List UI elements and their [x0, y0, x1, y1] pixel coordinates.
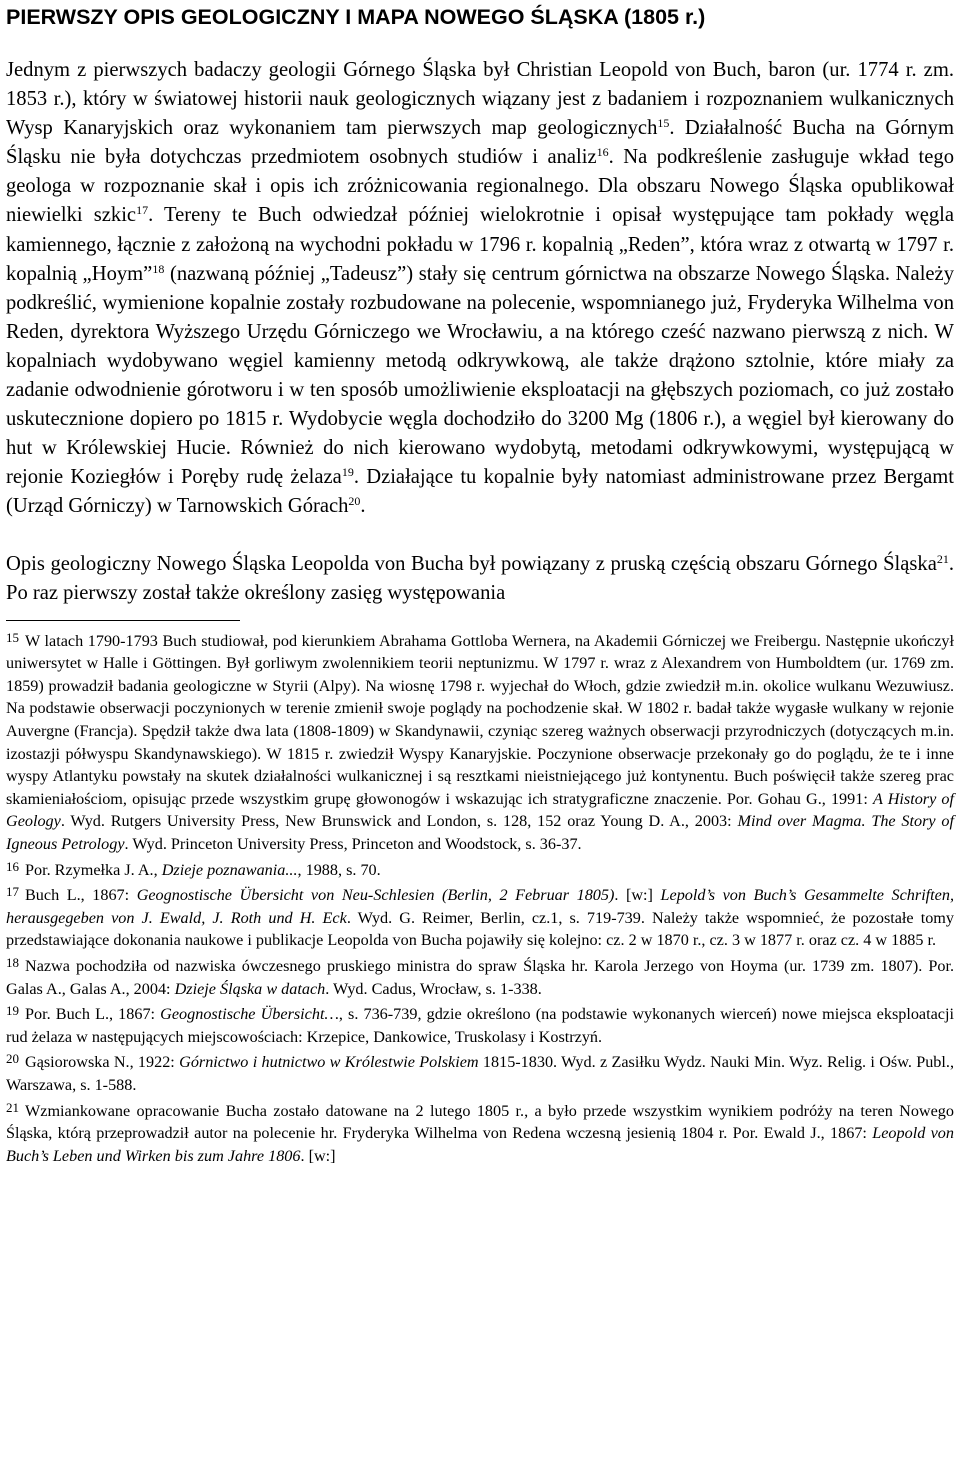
footnote-ref-15[interactable]: 15 — [657, 116, 670, 131]
footnote-number: 18 — [6, 955, 19, 970]
footnote-16 — [6, 856, 954, 882]
page-title: PIERWSZY OPIS GEOLOGICZNY I MAPA NOWEGO ŚLĄSKA (1805 r.) — [6, 5, 706, 29]
footnote-text: . [w:] — [614, 886, 661, 905]
footnote-text: Wzmiankowane opracowanie Bucha zostało datowane na 2 lutego 1805 r., a było przede wszystkim wynikiem podróży na teren Nowego Śląska, którą przeprowadził autor na polecenie hr. Fryderyka Wilhelma von Redena wczesną jesienią 1804 r. Por. Ewald J., 1867: — [6, 1101, 954, 1143]
body-text: . Działające tu kopalnie były natomiast administrowane przez Bergamt (Urząd Górniczy) w Tarnowskich Górach — [6, 466, 955, 518]
footnote-title: Dzieje poznawania... — [161, 860, 298, 879]
footnote-title: Lepold’s von Buch’s Gesammelte Schriften, herausgegeben von J. Ewald, J. Roth und H. Eck — [6, 886, 955, 927]
footnote-ref-17[interactable]: 17 — [136, 203, 149, 218]
footnote-text: W latach 1790-1793 Buch studiował, pod kierunkiem Abrahama Gottloba Wernera, na Akademii Górniczej we Freibergu. Następnie ukończył uniwersytet w Halle i Göttingen. Był gorliwym zwolennikiem teorii neptunizmu. W 1797 r. wraz z Alexandrem von Humboldtem (ur. 1769 zm. 1859) prowadził badania geologiczne w Styrii (Alpy). Na wiosnę 1798 r. wyjechał do Włoch, gdzie zwiedził m.in. okolice wulkanu Wezuwiusz. Na podstawie obserwacji poczynionych w terenie zmienił swoje poglądy na pochodzenie skał. W 1802 r. badał także wygasłe wulkany w rejonie Auvergne (Francja). Spędził także dwa lata (1808-1809) w Skandynawii, czyniąc szereg ważnych obserwacji przyrodniczych (dotyczących m.in. izostazji półwyspu Skandynawskiego). W 1815 r. zwiedził Wyspy Kanaryjskie. Poczynione obserwacje przekonały go do poglądu, że te i inne wyspy Atlantyku powstały na skutek działalności wulkanicznej i są resztkami nieistniejącego już kontynentu. Buch poświęcił także szereg prac skamieniałościom, opisując przede wszystkim grupę głowonogów i wskazując ich stratygraficzne znaczenie. Por. Gohau G., 1991: — [6, 631, 954, 808]
footnote-title: Geognostische Übersicht von Neu-Schlesien (Berlin, 2 Februar 1805) — [136, 886, 615, 905]
body-text: . Działalność Bucha na Górnym Śląsku nie była dotychczas przedmiotem osobnych studiów i analiz — [6, 117, 954, 169]
footnote-text: Por. Rzymełka J. A., — [25, 860, 162, 879]
footnote-text: , s. 736-739, gdzie określono (na podstawie wykonanych wierceń) nowe miejsca eksploatacji rud żelaza w następujących miejscowościach: Krzepice, Dankowice, Truskolasy i Kostrzyń. — [6, 1005, 954, 1046]
footnotes — [6, 627, 954, 1168]
footnote-18 — [6, 952, 954, 1000]
footnote-ref-18[interactable]: 18 — [152, 261, 165, 276]
body-text: Jednym z pierwszych badaczy geologii Górnego Śląska był Christian Leopold von Buch, baron (ur. 1774 r. zm. 1853 r.), który w światowej historii nauk geologicznych wiązany jest z badaniem i rozpoznaniem wulkanicznych Wysp Kanaryjskich oraz wykonaniem tam pierwszych map geologicznych — [6, 59, 954, 140]
footnote-19 — [6, 1000, 954, 1048]
footnote-text: . [w:] — [300, 1146, 336, 1165]
body-paragraph-1 — [6, 56, 954, 522]
footnote-text: 1815-1830. Wyd. z Zasiłku Wydz. Nauki Min. Wyz. Relig. i Ośw. Publ., Warszawa, s. 1-588. — [6, 1053, 954, 1094]
footnote-number: 17 — [6, 884, 19, 900]
footnote-number: 15 — [6, 629, 19, 645]
footnote-title: Geognostische Übersicht… — [160, 1005, 339, 1024]
footnote-17 — [6, 881, 954, 952]
body-text: Opis geologiczny Nowego Śląska Leopolda von Bucha był powiązany z pruską częścią obszaru Górnego Śląska — [6, 552, 937, 575]
footnote-15 — [6, 627, 954, 856]
footnote-text: . Wyd. Rutgers University Press, New Brunswick and London, s. 128, 152 oraz Young D. A., 2003: — [60, 812, 738, 831]
footnote-ref-19[interactable]: 19 — [341, 465, 354, 480]
footnote-21 — [6, 1097, 954, 1168]
body-text: . — [360, 495, 366, 518]
footnote-text: . Wyd. Princeton University Press, Princeton and Woodstock, s. 36-37. — [124, 835, 582, 854]
footnote-separator — [6, 620, 240, 621]
footnote-title: Leopold von Buch’s Leben und Wirken bis zum Jahre 1806 — [6, 1124, 954, 1165]
footnote-title: Mind over Magma. The Story of Igneous Petrology — [6, 812, 954, 854]
footnote-text: Gąsiorowska N., 1922: — [25, 1053, 180, 1072]
footnote-ref-21[interactable]: 21 — [936, 551, 949, 566]
body-text: . Tereny te Buch odwiedzał później wielokrotnie i opisał występujące tam pokłady węgla kamiennego, łącznie z założoną na wychodni pokładu w 1796 r. kopalnią „Reden”, która wraz z otwartą w 1797 r. kopalnią „Hoym” — [6, 204, 954, 285]
footnote-text: Buch L., 1867: — [25, 886, 137, 905]
footnote-number: 21 — [6, 1099, 19, 1115]
footnote-title: Dzieje Śląska w datach — [174, 979, 326, 998]
footnote-title: Górnictwo i hutnictwo w Królestwie Polskiem — [179, 1053, 479, 1072]
footnote-title: A History of Geology — [6, 789, 955, 831]
body-text: . Na podkreślenie zasługuje wkład tego geologa w rozpoznanie skał i opis ich zróżnicowania regionalnego. Dla obszaru Nowego Śląska opublikował niewielki szkic — [6, 146, 954, 227]
body-text: . Po raz pierwszy został także określony zasięg występowania — [6, 552, 954, 604]
footnote-text: Por. Buch L., 1867: — [25, 1005, 161, 1024]
footnote-text: . Wyd. G. Reimer, Berlin, cz.1, s. 719-739. Należy także wspomnieć, że pozostałe tomy przedstawiające dokonania naukowe i publikacje Leopolda von Bucha pojawiły się kolejno: cz. 2 w 1870 r., cz. 3 w 1877 r. oraz cz. 4 w 1885 r. — [6, 908, 954, 950]
footnote-text: , 1988, s. 70. — [297, 860, 381, 879]
footnote-text: . Wyd. Cadus, Wrocław, s. 1-338. — [325, 979, 542, 998]
footnote-ref-16[interactable]: 16 — [596, 145, 609, 160]
body-text: (nazwaną później „Tadeusz”) stały się centrum górnictwa na obszarze Nowego Śląska. Należy podkreślić, wymienione kopalnie zostały rozbudowane na polecenie, wspomnianego już, Fryderyka Wilhelma von Reden, dyrektora Wyższego Urzędu Górniczego we Wrocławiu, a na którego cześć nazwano pierwszą z nich. W kopalniach wydobywano węgiel kamienny metodą odkrywkową, ale także drążono sztolnie, które miały za zadanie odwodnienie górotworu i w ten sposób umożliwienie eksploatacji na głębszych poziomach, co już zostało uskutecznione dopiero po 1815 r. Wydobycie węgla dochodziło do 3200 Mg (1806 r.), a węgiel był kierowany do hut w Królewskiej Hucie. Również do nich kierowano wydobytą, metodami odkrywkowymi, występującą w rejonie Koziegłów i Poręby rudę żelaza — [6, 262, 954, 489]
footnote-number: 19 — [6, 1003, 19, 1019]
footnote-ref-20[interactable]: 20 — [348, 494, 361, 509]
body-paragraph-2 — [6, 550, 954, 608]
footnote-number: 16 — [6, 858, 19, 874]
footnote-number: 20 — [6, 1051, 19, 1067]
footnote-20 — [6, 1048, 954, 1096]
footnote-text: Nazwa pochodziła od nazwiska ówczesnego pruskiego ministra do spraw Śląska hr. Karola Jerzego von Hoyma (ur. 1739 zm. 1807). Por. Galas A., Galas A., 2004: — [6, 957, 954, 998]
